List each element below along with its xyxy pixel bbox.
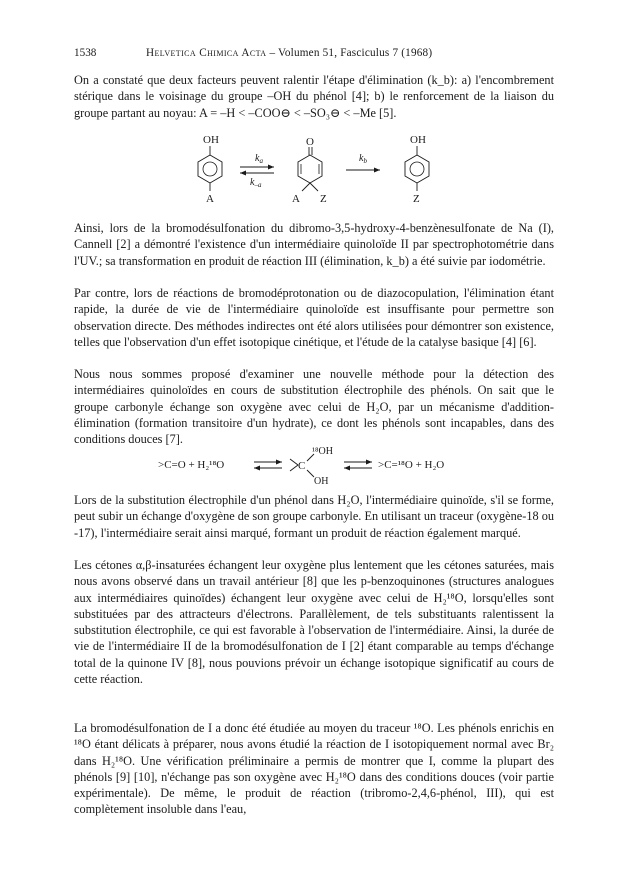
label-a-mid: A [292,193,300,205]
label-z-mid: Z [320,193,327,205]
equation-left-term: >C=O + H₂¹⁸O [158,459,225,471]
paragraph-1: On a constaté que deux facteurs peuvent ralentir l'étape d'élimination (k_b): a) l'encombrement stérique dans le voisinage du groupe –OH du phénol [4]; b) le renforcement de la liaison du groupe partant au noyau: A = –H < –COO⊖ < –SO₃⊖ < –Me [5]. [74,73,554,120]
label-kb: $k_b$ [359,153,367,165]
quinoloid-ring [298,155,322,183]
label-o-mid: O [306,136,314,148]
label-z-right: Z [413,193,420,205]
reaction-scheme-oxygen-exchange [158,443,478,485]
running-title [146,47,432,59]
paragraph-3: Par contre, lors de réactions de bromodéprotonation ou de diazocopulation, l'élimination étant rapide, la durée de vie de l'intermédiaire quinoloïde est insuffisante pour permettre son observation directe. Des méthodes indirectes ont été alors utilisées pour démontrer son existence, telles que l'observation d'un effet isotopique cinétique, et l'étude de la catalyse basique [4] [6]. [74,286,554,349]
paragraph-5: Lors de la substitution électrophile d'un phénol dans H₂O, l'intermédiaire quinoïde, s'il se forme, peut subir un échange d'oxygène de son groupe carbonyle. En utilisant un traceur (oxygène-18 ou -17), l'intermédiaire serait ainsi marqué, formant un produit de réaction également marqué. [74,493,554,540]
equation-right-term: >C=¹⁸O + H₂O [378,459,445,471]
paragraph-2: Ainsi, lors de la bromodésulfonation du dibromo-3,5-hydroxy-4-benzènesulfonate de Na (I), Cannell [2] a démontré l'existence d'un intermédiaire quinoloïde II par spectrophotométrie dans l'UV.; sa transformation en produit de réaction III (élimination, k_b) a été suivie par iodométrie. [74,221,554,268]
label-ka: $k_a$ [255,153,263,165]
paragraph-6: Les cétones α,β-insaturées échangent leur oxygène plus lentement que les cétones saturées, mais nous avons observé dans un travail antérieur [8] que les p-benzoquinones (structures analogues aux intermédiaires quinoïdes) échangent leur oxygène avec celui de H₂¹⁸O, lorsqu'elles sont substituées par des attracteurs d'électrons. Parallèlement, de tels substituants ralentissent la substitution électrophile, ce qui est favorable à l'observation de l'intermédiaire. Ainsi, la durée de vie de l'intermédiaire II de la bromodésulfonation de I [2] étant comparable au temps d'échange total de la quinone IV [8], nous pouvions prévoir un échange isotopique significatif au cours de cette réaction. [74,558,554,687]
hydrate-top-label: ¹⁸OH [312,446,333,457]
hydrate-bottom-label: OH [314,476,329,485]
reaction-scheme-quinoloid [170,131,460,211]
paragraph-7: La bromodésulfonation de I a donc été étudiée au moyen du traceur ¹⁸O. Les phénols enrichis en ¹⁸O étant délicats à préparer, nous avons étudié la réaction de I isotopiquement normal avec Br₂ dans H₂¹⁸O. Une vérification préliminaire a permis de montrer que I, comme la plupart des phénols [9] [10], n'échange pas son oxygène avec H₂¹⁸O dans des conditions douces (voir partie expérimentale). De même, le produit de réaction (tribromo-2,4,6-phénol, III), qui est complètement insoluble dans l'eau, [74,721,554,817]
journal-name: Helvetica Chimica Acta [146,47,267,59]
label-a-left: A [206,193,214,205]
benzene-ring-left [198,155,222,183]
hydrate-carbon: C [298,460,306,472]
label-oh-left: OH [203,134,219,146]
journal-issue: – Volumen 51, Fasciculus 7 (1968) [266,47,433,59]
paragraph-4: Nous nous sommes proposé d'examiner une nouvelle méthode pour la détection des intermédiaires quinoloïdes en cours de substitution électrophile des phénols. On sait que le groupe carbonyle échange son oxygène avec celui de H₂O, par un mécanisme d'addition-élimination (formation transitoire d'un hydrate), ce dont les phénols sont incapables, dans des conditions douces [7]. [74,367,554,447]
label-oh-right: OH [410,134,426,146]
running-header [74,47,564,61]
label-kminus-a: $k_{-a}$ [250,177,262,189]
benzene-ring-right [405,155,429,183]
page-number: 1538 [74,47,97,59]
